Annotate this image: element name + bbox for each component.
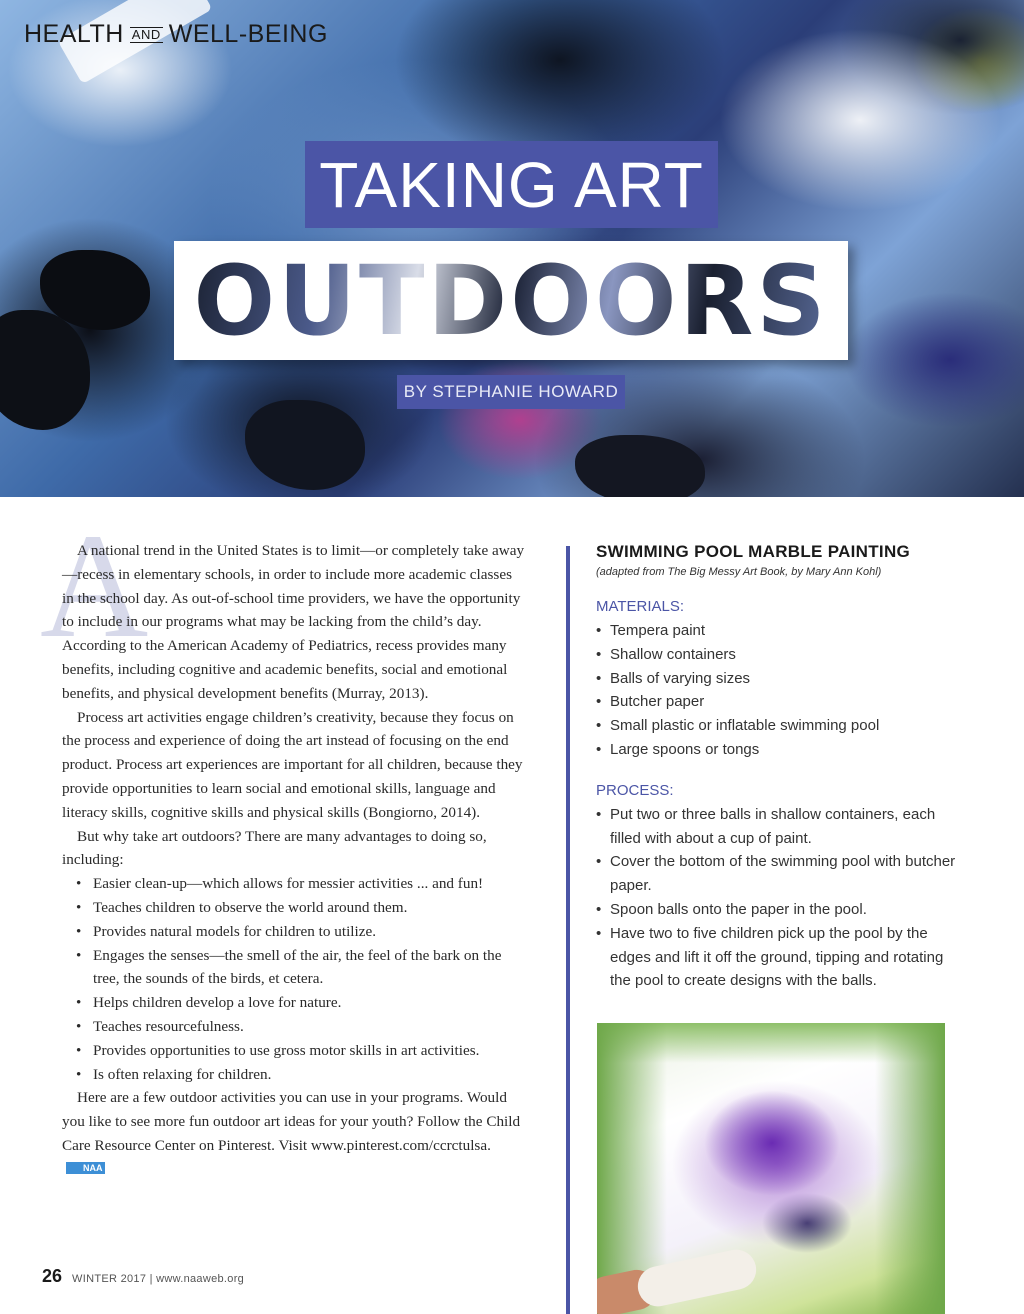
sidebar: [596, 540, 966, 993]
title-line2-box: [174, 241, 848, 360]
list-item: • Cover the bottom of the swimming pool with butcher paper.: [596, 850, 966, 898]
pool-rim: [875, 1023, 945, 1314]
byline: BY STEPHANIE HOWARD: [403, 382, 619, 401]
list-item: • Tempera paint: [596, 619, 966, 643]
sponge-image: [245, 400, 365, 490]
byline-box: [397, 375, 625, 409]
list-item: • Easier clean-up—which allows for messier activities ... and fun!: [62, 872, 527, 896]
issue-info: WINTER 2017 | www.naaweb.org: [72, 1273, 245, 1285]
materials-list: [596, 619, 966, 762]
list-item: • Have two to five children pick up the pool by the edges and lift it off the ground, tipping and rotating the pool to create designs with the balls.: [596, 922, 966, 993]
page-footer: [42, 1266, 244, 1287]
list-item: • Put two or three balls in shallow containers, each filled with about a cup of paint.: [596, 803, 966, 851]
naa-end-mark: NAA: [66, 1162, 105, 1174]
article-paragraph: Process art activities engage children’s creativity, because they focus on the process and experience of doing the art instead of focusing on the end product. Process art experiences are important for all children, because they provide opportunities to learn social and emotional skills, language and literacy skills, cognitive skills and physical skills (Bongiorno, 2014).: [62, 708, 523, 821]
section-label-left: HEALTH: [24, 20, 124, 48]
list-item: • Large spoons or tongs: [596, 738, 966, 762]
section-label: [24, 20, 328, 49]
list-item: • Balls of varying sizes: [596, 667, 966, 691]
process-list: [596, 803, 966, 993]
list-item: • Teaches children to observe the world around them.: [62, 896, 527, 920]
page-number: 26: [42, 1266, 63, 1286]
article-paragraph: A national trend in the United States is to limit—or completely take away—recess in elementary schools, in order to include more academic classes in the school day. As out-of-school time providers, we have the opportunity to include in our programs what may be lacking from the child’s day. According to the American Academy of Pediatrics, recess provides many benefits, including cognitive and academic benefits, social and emotional benefits, and physical development benefits (Murray, 2013).: [62, 542, 525, 702]
closing-text: Here are a few outdoor activities you can use in your programs. Would you like to see more fun outdoor art ideas for your youth? Follow the Child Care Resource Center on Pinterest. Visit www.pinterest.com/ccrctulsa.: [62, 1089, 521, 1154]
list-item: • Engages the senses—the smell of the air, the feel of the bark on the tree, the sounds of the birds, et cetera.: [62, 944, 527, 992]
sidebar-divider: [566, 546, 570, 1314]
sidebar-credit: (adapted from The Big Messy Art Book, by Mary Ann Kohl): [596, 566, 882, 578]
list-item: • Butcher paper: [596, 690, 966, 714]
list-item: • Small plastic or inflatable swimming pool: [596, 714, 966, 738]
drop-cap: A: [40, 503, 149, 669]
title-line2: OUTDOORS: [193, 244, 829, 357]
materials-heading: MATERIALS:: [596, 598, 685, 615]
pool-painting-photo: [597, 1023, 945, 1314]
list-item: • Spoon balls onto the paper in the pool.: [596, 898, 966, 922]
section-label-and: AND: [131, 26, 161, 42]
list-item: • Is often relaxing for children.: [62, 1063, 527, 1087]
title-line1: TAKING ART: [319, 148, 704, 221]
sponge-image: [575, 435, 705, 497]
article-body: [40, 503, 527, 1182]
list-item: • Provides natural models for children to utilize.: [62, 920, 527, 944]
list-item: • Helps children develop a love for nature.: [62, 991, 527, 1015]
sidebar-title: SWIMMING POOL MARBLE PAINTING: [596, 542, 911, 561]
list-item: • Provides opportunities to use gross motor skills in art activities.: [62, 1039, 527, 1063]
list-item: • Shallow containers: [596, 643, 966, 667]
advantages-list: [62, 872, 527, 1086]
hero-image: [0, 0, 1024, 497]
title-line1-box: [305, 141, 718, 228]
process-heading: PROCESS:: [596, 781, 674, 799]
sponge-image: [0, 310, 90, 430]
list-item: • Teaches resourcefulness.: [62, 1015, 527, 1039]
article-closing: [62, 1086, 527, 1181]
section-label-right: WELL-BEING: [168, 20, 328, 48]
article-paragraph: But why take art outdoors? There are many advantages to doing so, including:: [62, 827, 487, 869]
